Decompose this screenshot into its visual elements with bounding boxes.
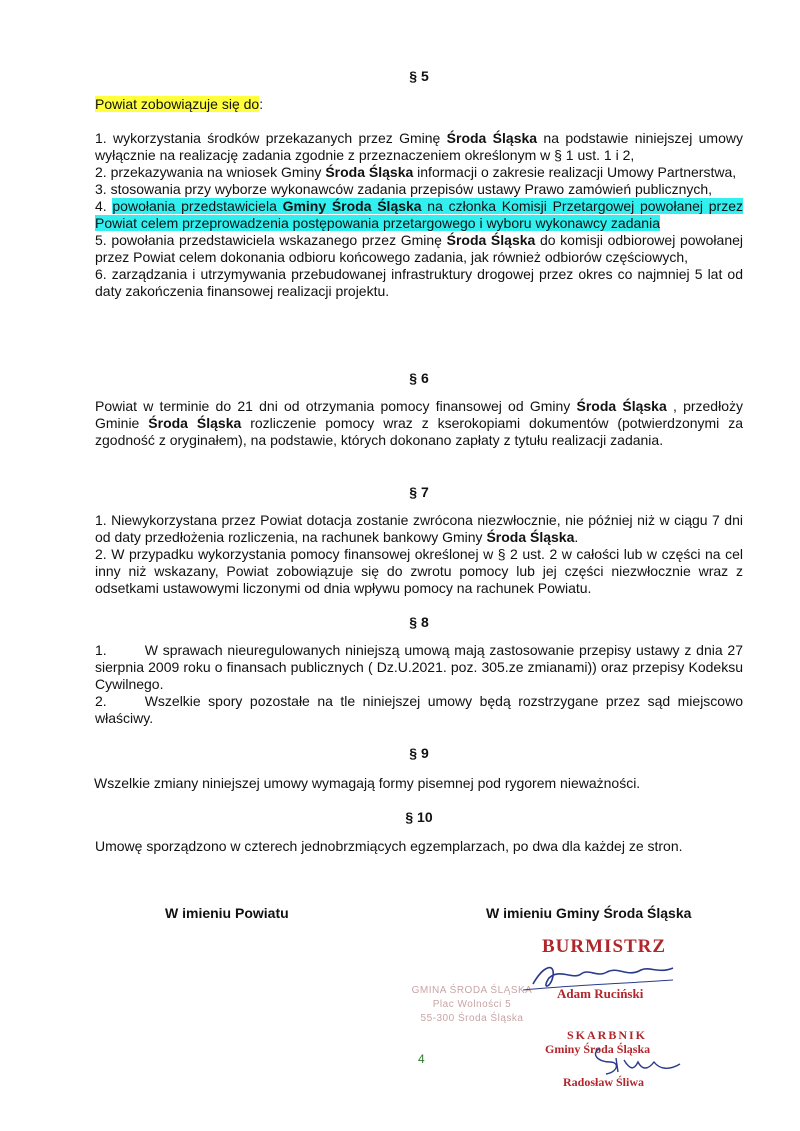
- s8-item-1: 1. W sprawach nieuregulowanych niniejszą umową mają zastosowanie przepisy ustawy z dnia 27 sierpnia 2009 roku o finansach publicznych ( Dz.U.2021. poz. 305.ze zmianami)) oraz przepisy Kodeksu Cywilnego.: [95, 642, 743, 692]
- s5-item-5: 5. powołania przedstawiciela wskazanego przez Gminę Środa Śląska do komisji odbiorowej powołanej przez Powiat celem dokonania odbioru końcowego zadania, jak również odbiorów częściowych,: [95, 232, 744, 265]
- skarbnik-signature: [580, 1040, 700, 1080]
- section-9-heading: § 9: [409, 745, 429, 761]
- section-7-items: [95, 512, 743, 597]
- section-9-text: Wszelkie zmiany niniejszej umowy wymagają formy pisemnej pod rygorem nieważności.: [94, 775, 641, 791]
- s7-item-1: 1. Niewykorzystana przez Powiat dotacja zostanie zwrócona niezwłocznie, nie później niż w ciągu 7 dni od daty przedłożenia rozliczenia, na rachunek bankowy Gminy Środa Śląska.: [95, 512, 743, 545]
- intro-highlight: Powiat zobowiązuje się do: [95, 96, 260, 112]
- s8-item-2: 2. Wszelkie spory pozostałe na tle niniejszej umowy będą rozstrzygane przez sąd miejscowo właściwy.: [95, 693, 743, 726]
- skarbnik-stamp-sub: Gminy Środa Śląska: [545, 1042, 651, 1056]
- section-7-heading: § 7: [409, 484, 429, 500]
- burmistrz-stamp-title: BURMISTRZ: [542, 936, 667, 957]
- signature-right-label: W imieniu Gminy Środa Śląska: [486, 905, 692, 921]
- section-6-heading: § 6: [409, 370, 429, 386]
- s5-item-1: 1. wykorzystania środków przekazanych przez Gminę Środa Śląska na podstawie niniejszej umowy wyłącznie na realizację zadania zgodnie z przeznaczeniem określonym w § 1 ust. 1 i 2,: [95, 130, 743, 163]
- section-10-heading: § 10: [405, 809, 433, 825]
- skarbnik-stamp-title: SKARBNIK: [567, 1028, 648, 1042]
- signature-left-label: W imieniu Powiatu: [165, 905, 289, 921]
- section-5-heading: § 5: [409, 68, 429, 84]
- page-number: 4: [418, 1052, 425, 1066]
- municipal-stamp: GMINA ŚRODA ŚLĄSKA Plac Wolności 5 55-300 Środa Śląska: [411, 985, 533, 1024]
- section-5-intro: Powiat zobowiązuje się do:: [95, 96, 264, 112]
- s5-item-2: 2. przekazywania na wniosek Gminy Środa Śląska informacji o zakresie realizacji Umowy Partnerstwa,: [95, 164, 737, 180]
- s7-item-2: 2. W przypadku wykorzystania pomocy finansowej określonej w § 2 ust. 2 w całości lub w części na cel inny niż wskazany, Powiat zobowiązuje się do zwrotu pomocy lub jej części niezwłocznie wraz z odsetkami ustawowymi liczonymi od dnia wpływu pomocy na rachunek Powiatu.: [95, 546, 743, 596]
- section-6-text: Powiat w terminie do 21 dni od otrzymania pomocy finansowej od Gminy Środa Śląska , przedłoży Gminie Środa Śląska rozliczenie pomocy wraz z kserokopiami dokumentów (potwierdzonymi za zgodność z oryginałem), na podstawie, których dokonano zapłaty z tytułu realizacji zadania.: [95, 398, 744, 448]
- burmistrz-stamp-name: Adam Ruciński: [557, 986, 644, 1001]
- s5-item-3: 3. stosowania przy wyborze wykonawców zadania przepisów ustawy Prawo zamówień publicznych,: [95, 181, 713, 197]
- section-8-items: [95, 642, 743, 727]
- section-8-heading: § 8: [409, 614, 429, 630]
- s5-item-6: 6. zarządzania i utrzymywania przebudowanej infrastruktury drogowej przez okres co najmniej 5 lat od daty zakończenia finansowej realizacji projektu.: [95, 266, 743, 299]
- s5-item-4: 4. powołania przedstawiciela Gminy Środa Śląska na członka Komisji Przetargowej powołanej przez Powiat celem przeprowadzenia postępowania przetargowego i wyboru wykonawcy zadania: [95, 198, 743, 231]
- section-10-text: Umowę sporządzono w czterech jednobrzmiących egzemplarzach, po dwa dla każdej ze stron.: [95, 838, 683, 854]
- section-5-items: [95, 130, 743, 300]
- skarbnik-stamp-name: Radosław Śliwa: [563, 1075, 645, 1089]
